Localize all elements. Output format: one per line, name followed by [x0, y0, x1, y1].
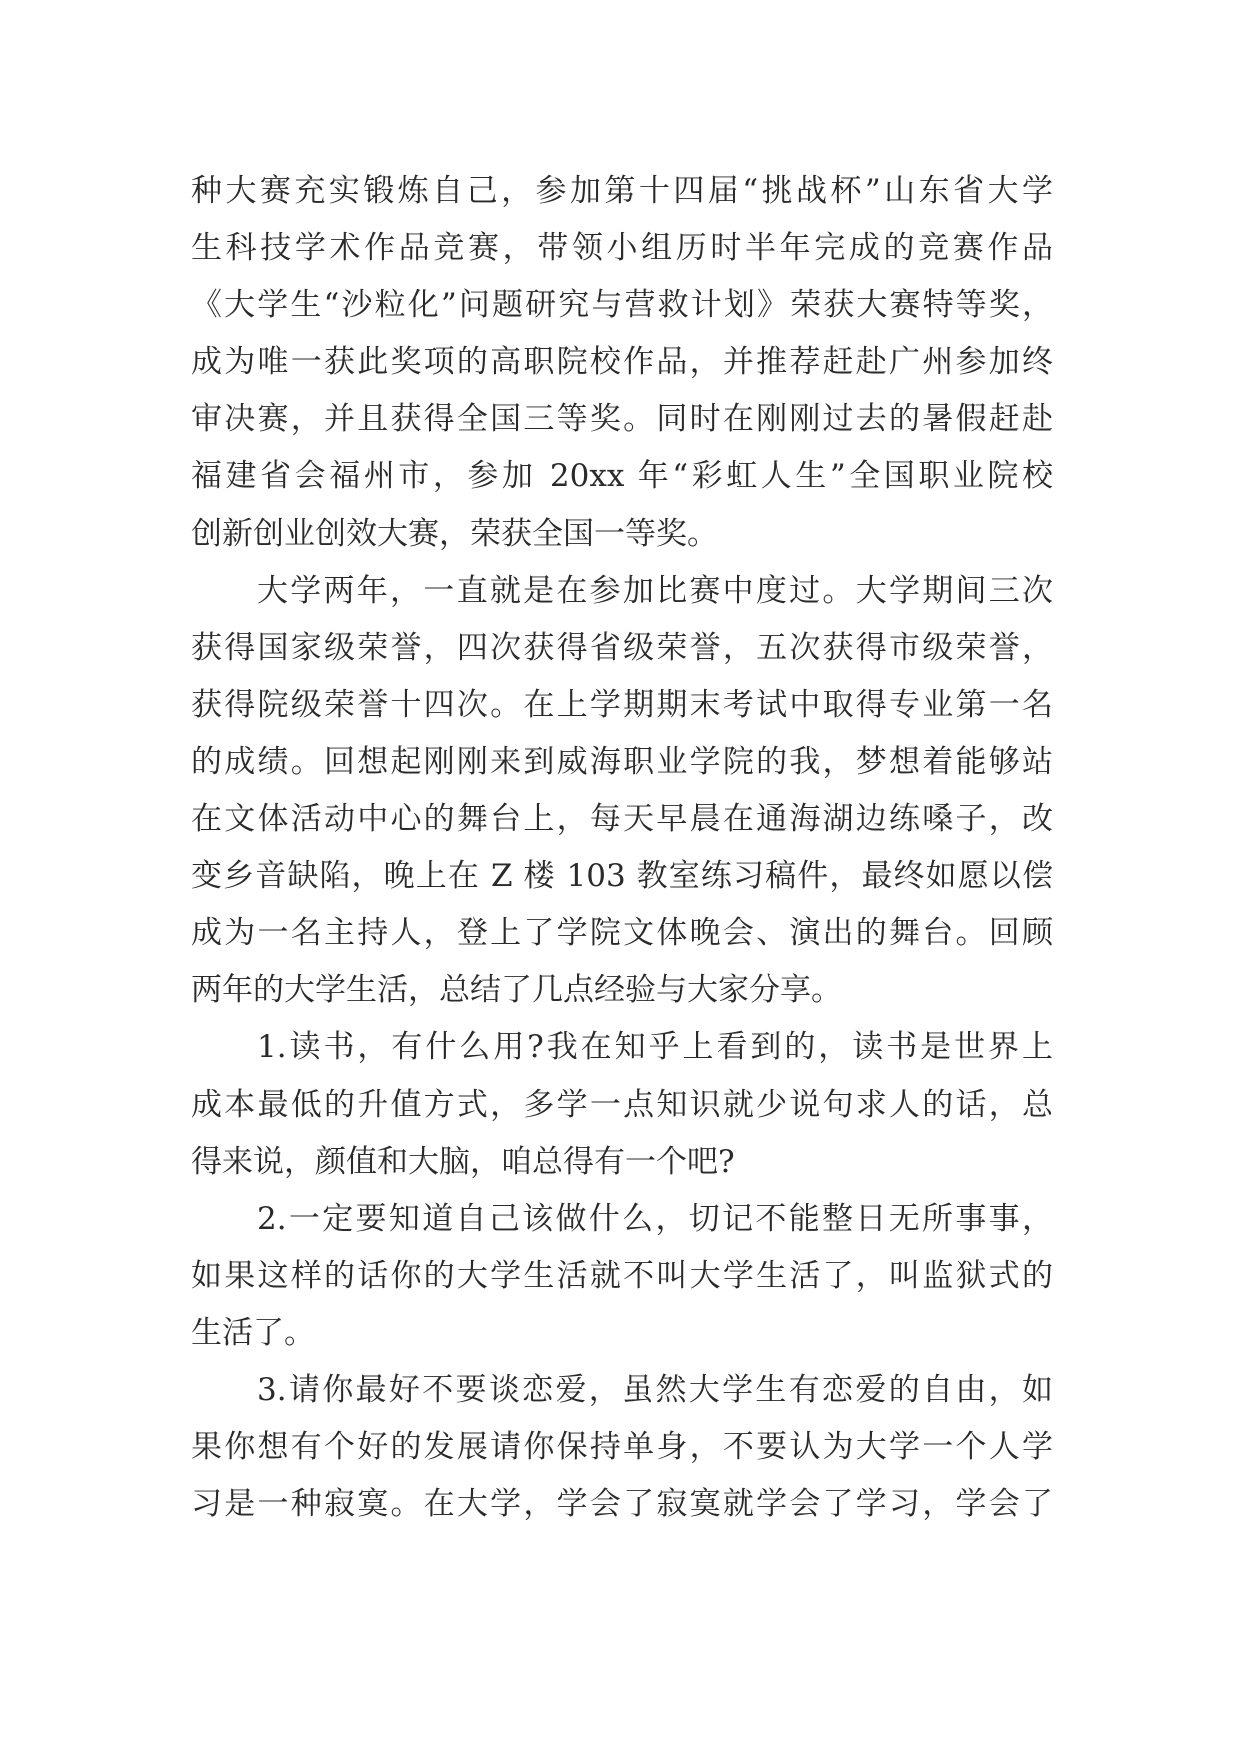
paragraph-competitions: [191, 163, 1053, 563]
text-line: 获得院级荣誉十四次。在上学期期末考试中取得专业第一名: [191, 686, 1053, 723]
text-line: 成本最低的升值方式，多学一点知识就少说句求人的话，总: [191, 1086, 1053, 1123]
text-line: 大学两年，一直就是在参加比赛中度过。大学期间三次: [257, 572, 1053, 609]
text-line: 如果这样的话你的大学生活就不叫大学生活了，叫监狱式的: [191, 1257, 1053, 1294]
body-text: [191, 163, 1053, 1533]
paragraph-point-2: [191, 1191, 1053, 1362]
text-line: 种大赛充实锻炼自己，参加第十四届“挑战杯”山东省大学: [191, 173, 1053, 209]
paragraph-point-1: [191, 1019, 1053, 1190]
text-line: 审决赛，并且获得全国三等奖。同时在刚刚过去的暑假赶赴: [191, 401, 1053, 438]
text-line: 创新创业创效大赛，荣获全国一等奖。: [191, 515, 718, 552]
text-line: 得来说，颜值和大脑，咱总得有一个吧?: [191, 1143, 735, 1180]
paragraph-point-3: [191, 1362, 1053, 1533]
text-line: 获得国家级荣誉，四次获得省级荣誉，五次获得市级荣誉，: [191, 629, 1053, 666]
text-line: 在文体活动中心的舞台上，每天早晨在通海湖边练嗓子，改: [191, 801, 1053, 838]
text-line: 的成绩。回想起刚刚来到威海职业学院的我，梦想着能够站: [191, 743, 1053, 780]
text-line: 福建省会福州市，参加 20xx 年“彩虹人生”全国职业院校: [191, 458, 1053, 495]
text-line: 变乡音缺陷，晚上在 Z 楼 103 教室练习稿件，最终如愿以偿: [191, 858, 1053, 895]
text-line: 2.一定要知道自己该做什么，切记不能整日无所事事，: [257, 1200, 1053, 1237]
text-line: 生活了。: [191, 1314, 315, 1351]
paragraph-two-years: [191, 563, 1053, 1020]
text-line: 生科技学术作品竞赛，带领小组历时半年完成的竞赛作品: [191, 230, 1053, 267]
text-line: 果你想有个好的发展请你保持单身，不要认为大学一个人学: [191, 1429, 1053, 1466]
text-line: 3.请你最好不要谈恋爱，虽然大学生有恋爱的自由，如: [257, 1371, 1053, 1408]
text-line: 《大学生“沙粒化”问题研究与营救计划》荣获大赛特等奖，: [191, 287, 1053, 324]
text-line: 1.读书，有什么用?我在知乎上看到的，读书是世界上: [257, 1029, 1053, 1066]
text-line: 成为一名主持人，登上了学院文体晚会、演出的舞台。回顾: [191, 915, 1053, 952]
text-line: 习是一种寂寞。在大学，学会了寂寞就学会了学习，学会了: [191, 1486, 1053, 1523]
text-line: 两年的大学生活，总结了几点经验与大家分享。: [191, 972, 842, 1009]
text-line: 成为唯一获此奖项的高职院校作品，并推荐赶赴广州参加终: [191, 344, 1053, 381]
